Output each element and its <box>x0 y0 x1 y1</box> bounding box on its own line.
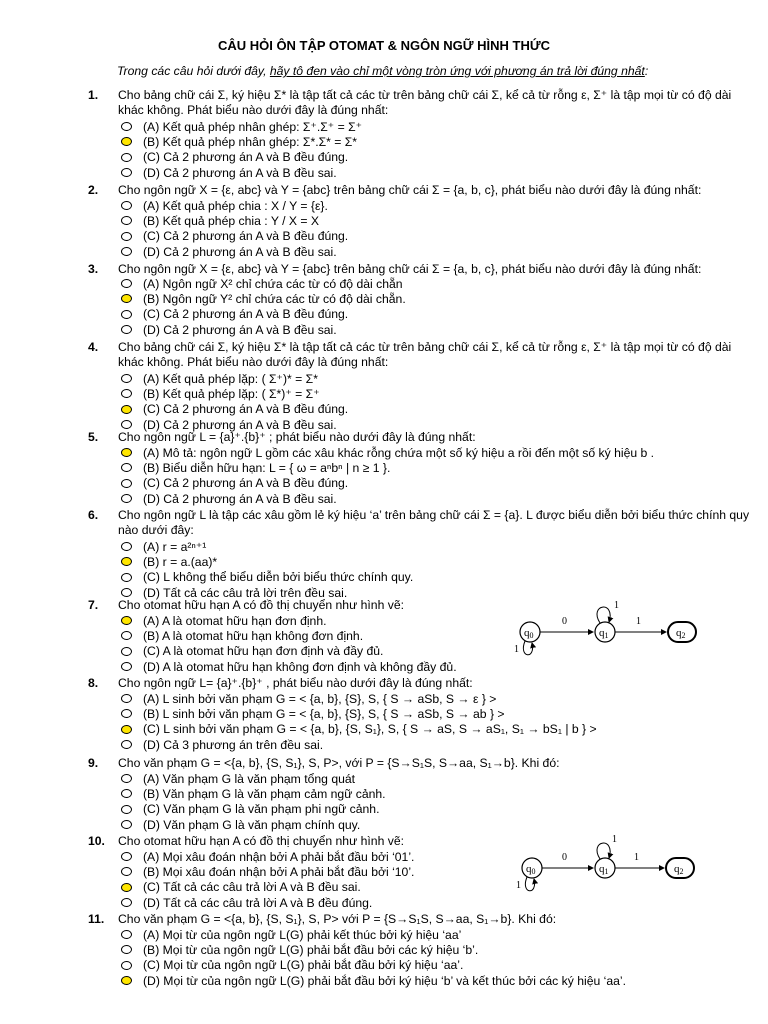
answer-option-label: (C) Cả 2 phương án A và B đều đúng. <box>143 150 349 165</box>
radio-circle-icon[interactable] <box>121 479 132 488</box>
answer-option[interactable] <box>121 943 478 957</box>
loop-q1 <box>597 607 610 623</box>
radio-circle-icon[interactable] <box>121 420 132 429</box>
state-q0-label: q0 <box>526 863 536 876</box>
answer-option[interactable] <box>121 707 505 721</box>
answer-option-label: (B) Biểu diễn hữu hạn: L = { ω = aⁿbⁿ | n ≥ 1 }. <box>143 461 391 476</box>
radio-circle-icon[interactable] <box>121 647 132 656</box>
answer-option-label: (B) Mọi từ của ngôn ngữ L(G) phải bắt đầu bởi các ký hiệu ‘b’. <box>143 943 479 958</box>
answer-option[interactable] <box>121 692 496 706</box>
radio-circle-icon[interactable] <box>121 310 132 319</box>
question-number: 11. <box>88 912 105 926</box>
loop-q0 <box>523 641 532 655</box>
edge-q0-q1-label: 0 <box>562 852 567 863</box>
answer-option[interactable] <box>121 245 337 259</box>
answer-option[interactable] <box>121 307 348 321</box>
answer-option-label: (B) Kết quả phép chia : Y / X = X <box>143 214 320 229</box>
answer-option[interactable] <box>121 446 654 460</box>
answer-option[interactable] <box>121 865 414 879</box>
answer-option-label: (B) Văn phạm G là văn phạm cảm ngữ cảnh. <box>143 787 386 802</box>
answer-option-label: (A) Mọi từ của ngôn ngữ L(G) phải kết thúc bởi ký hiệu ‘aa’ <box>143 928 462 942</box>
answer-option[interactable] <box>121 722 597 736</box>
answer-option-label: (C) Cả 2 phương án A và B đều đúng. <box>143 476 349 491</box>
radio-circle-icon[interactable] <box>121 694 132 703</box>
answer-option[interactable] <box>121 555 217 569</box>
answer-option[interactable] <box>121 277 403 291</box>
answer-option-label: (B) L sinh bởi văn phạm G = < {a, b}, {S}, S, { S → aSb, S → ab } > <box>143 707 505 722</box>
radio-circle-icon[interactable] <box>121 774 132 783</box>
radio-circle-icon[interactable] <box>121 325 132 334</box>
radio-circle-icon[interactable] <box>121 279 132 288</box>
question-text: Cho văn phạm G = <{a, b}, {S, S₁}, S, P> với P = {S→S₁S, S→aa, S₁→b}. Khi đó: <box>118 912 557 926</box>
answer-option[interactable] <box>121 928 461 942</box>
instructions-emphasis: hãy tô đen vào chỉ một vòng tròn ứng với phương án trả lời đúng nhất <box>269 64 645 78</box>
answer-option-label: (D) Cả 3 phương án trên đều sai. <box>143 737 324 752</box>
filled-radio-circle-icon[interactable] <box>121 448 132 457</box>
answer-option-label: (B) r = a.(aa)* <box>143 555 218 570</box>
answer-option[interactable] <box>121 387 320 401</box>
loop-q1-label: 1 <box>614 600 619 611</box>
answer-option-label: (D) Cả 2 phương án A và B đều sai. <box>143 417 337 432</box>
answer-option[interactable] <box>121 150 348 164</box>
edge-q1-q2-label: 1 <box>634 852 639 863</box>
answer-option-label: (B) Kết quả phép nhân ghép: Σ*.Σ* = Σ* <box>143 135 358 150</box>
answer-option-label: (A) Kết quả phép nhân ghép: Σ⁺.Σ⁺ = Σ⁺ <box>143 120 363 134</box>
answer-option-label: (D) Tất cả các câu trả lời trên đều sai. <box>143 585 348 600</box>
question-number: 6. <box>88 508 99 522</box>
answer-option[interactable] <box>121 418 337 432</box>
radio-circle-icon[interactable] <box>121 740 132 749</box>
answer-option[interactable] <box>121 166 337 180</box>
question-text: Cho ngôn ngữ X = {ε, abc} và Y = {abc} trên bảng chữ cái Σ = {a, b, c}, phát biểu nào dưới đây là đúng nhất: <box>118 183 702 197</box>
answer-option[interactable] <box>121 880 361 894</box>
answer-option[interactable] <box>121 135 357 149</box>
answer-option-label: (D) Mọi từ của ngôn ngữ L(G) phải bắt đầu bởi ký hiệu ‘b’ và kết thúc bởi các ký hiệu ‘aa’. <box>143 973 627 988</box>
answer-option-label: (D) Cả 2 phương án A và B đều sai. <box>143 165 337 180</box>
answer-option-label: (C) Văn phạm G là văn phạm phi ngữ cảnh. <box>143 802 380 817</box>
answer-option-label: (C) Cả 2 phương án A và B đều đúng. <box>143 229 349 244</box>
question-text: Cho bảng chữ cái Σ, ký hiệu Σ* là tập tất cả các từ trên bảng chữ cái Σ, kể cả từ rỗng ε, Σ⁺ là tập mọi từ có độ dài khác không. Phát biểu nào dưới đây là đúng nhất: <box>118 88 732 118</box>
radio-circle-icon[interactable] <box>121 153 132 162</box>
answer-option-label: (D) Tất cả các câu trả lời A và B đều đúng. <box>143 895 373 910</box>
radio-circle-icon[interactable] <box>121 898 132 907</box>
loop-q1-label: 1 <box>612 834 617 845</box>
automaton-diagram-q10 <box>494 830 724 900</box>
answer-option[interactable] <box>121 120 362 134</box>
answer-option-label: (A) r = a²ⁿ⁺¹ <box>143 540 207 554</box>
edge-q1-q2-label: 1 <box>636 616 641 627</box>
page-title: CÂU HỎI ÔN TẬP OTOMAT & NGÔN NGỮ HÌNH THỨC <box>217 38 551 53</box>
answer-option-label: (A) Mô tả: ngôn ngữ L gồm các xâu khác rỗng chứa một số ký hiệu a rồi đến một số ký hiệu b . <box>143 446 655 460</box>
loop-q1 <box>597 843 610 859</box>
answer-option[interactable] <box>121 402 348 416</box>
question-text: Cho otomat hữu hạn A có đồ thị chuyển như hình vẽ: <box>118 598 404 612</box>
answer-option[interactable] <box>121 787 386 801</box>
answer-option[interactable] <box>121 586 347 600</box>
question-number: 5. <box>88 430 99 444</box>
answer-option-label: (A) Văn phạm G là văn phạm tổng quát <box>143 772 356 786</box>
answer-option[interactable] <box>121 738 323 752</box>
filled-radio-circle-icon[interactable] <box>121 557 132 566</box>
answer-option-label: (C) A là otomat hữu hạn đơn định và đầy đủ. <box>143 644 384 659</box>
question-number: 8. <box>88 676 99 690</box>
radio-circle-icon[interactable] <box>121 709 132 718</box>
answer-option[interactable] <box>121 974 626 988</box>
filled-radio-circle-icon[interactable] <box>121 725 132 734</box>
answer-option[interactable] <box>121 476 348 490</box>
radio-circle-icon[interactable] <box>121 930 132 939</box>
edge-q0-q1-label: 0 <box>562 616 567 627</box>
answer-option[interactable] <box>121 214 319 228</box>
answer-option-label: (A) Ngôn ngữ X² chỉ chứa các từ có độ dài chẵn <box>143 277 403 291</box>
answer-option[interactable] <box>121 292 406 306</box>
state-q2-label: q2 <box>674 863 684 876</box>
question-text: Cho otomat hữu hạn A có đồ thị chuyển như hình vẽ: <box>118 834 404 848</box>
answer-option-label: (C) L không thể biểu diễn bởi biểu thức chính quy. <box>143 570 414 585</box>
radio-circle-icon[interactable] <box>121 247 132 256</box>
loop-q0 <box>525 877 534 891</box>
radio-circle-icon[interactable] <box>121 820 132 829</box>
answer-option-label: (C) Tất cả các câu trả lời A và B đều sai. <box>143 880 361 895</box>
answer-option[interactable] <box>121 323 337 337</box>
answer-option[interactable] <box>121 958 463 972</box>
answer-option-label: (A) A là otomat hữu hạn đơn định. <box>143 614 327 628</box>
radio-circle-icon[interactable] <box>121 216 132 225</box>
filled-radio-circle-icon[interactable] <box>121 405 132 414</box>
answer-option[interactable] <box>121 229 348 243</box>
answer-option-label: (D) Cả 2 phương án A và B đều sai. <box>143 322 337 337</box>
state-q2-label: q2 <box>676 627 686 640</box>
radio-circle-icon[interactable] <box>121 168 132 177</box>
answer-option-label: (B) Mọi xâu đoán nhận bởi A phải bắt đầu bởi ‘10’. <box>143 865 415 880</box>
question-text: Cho bảng chữ cái Σ, ký hiệu Σ* là tập tất cả các từ trên bảng chữ cái Σ, kể cả từ rỗng ε, Σ⁺ là tập mọi từ có độ dài khác không. Phát biểu nào dưới đây là đúng nhất: <box>118 340 732 370</box>
radio-circle-icon[interactable] <box>121 631 132 640</box>
filled-radio-circle-icon[interactable] <box>121 294 132 303</box>
radio-circle-icon[interactable] <box>121 662 132 671</box>
state-q0-label: q0 <box>524 627 534 640</box>
answer-option[interactable] <box>121 570 413 584</box>
radio-circle-icon[interactable] <box>121 573 132 582</box>
answer-option-label: (C) L sinh bởi văn phạm G = < {a, b}, {S, S₁}, S, { S → aS, S → aS₁, S₁ → bS₁ | b } > <box>143 722 597 737</box>
filled-radio-circle-icon[interactable] <box>121 976 132 985</box>
filled-radio-circle-icon[interactable] <box>121 616 132 625</box>
answer-option-label: (D) A là otomat hữu hạn không đơn định và không đầy đủ. <box>143 659 457 674</box>
radio-circle-icon[interactable] <box>121 588 132 597</box>
answer-option[interactable] <box>121 644 383 658</box>
answer-option[interactable] <box>121 818 360 832</box>
answer-option[interactable] <box>121 492 337 506</box>
loop-q0-label: 1 <box>516 880 521 891</box>
question-number: 9. <box>88 756 99 770</box>
radio-circle-icon[interactable] <box>121 852 132 861</box>
state-q1-label: q1 <box>599 627 609 640</box>
question-number: 3. <box>88 262 99 276</box>
instructions-lead: Trong các câu hỏi dưới đây, <box>117 64 270 78</box>
answer-option[interactable] <box>121 461 390 475</box>
loop-q0-label: 1 <box>514 644 519 655</box>
question-text: Cho văn phạm G = <{a, b}, {S, S₁}, S, P>, với P = {S→S₁S, S→aa, S₁→b}. Khi đó: <box>118 756 560 770</box>
answer-option[interactable] <box>121 614 327 628</box>
radio-circle-icon[interactable] <box>121 389 132 398</box>
answer-option-label: (A) Kết quả phép lặp: ( Σ⁺)* = Σ* <box>143 372 318 386</box>
answer-option[interactable] <box>121 896 372 910</box>
answer-option-label: (A) L sinh bởi văn phạm G = < {a, b}, {S}, S, { S → aSb, S → ε } > <box>143 692 497 706</box>
instructions <box>117 64 648 78</box>
radio-circle-icon[interactable] <box>121 945 132 954</box>
filled-radio-circle-icon[interactable] <box>121 137 132 146</box>
radio-circle-icon[interactable] <box>121 542 132 551</box>
answer-option-label: (C) Mọi từ của ngôn ngữ L(G) phải bắt đầu bởi ký hiệu ‘aa’. <box>143 958 464 973</box>
radio-circle-icon[interactable] <box>121 122 132 131</box>
answer-option-label: (B) A là otomat hữu hạn không đơn định. <box>143 629 364 644</box>
question-number: 4. <box>88 340 99 354</box>
answer-option-label: (C) Cả 2 phương án A và B đều đúng. <box>143 307 349 322</box>
state-q1-label: q1 <box>599 863 609 876</box>
answer-option-label: (D) Cả 2 phương án A và B đều sai. <box>143 244 337 259</box>
radio-circle-icon[interactable] <box>121 463 132 472</box>
answer-option[interactable] <box>121 660 457 674</box>
answer-option-label: (C) Cả 2 phương án A và B đều đúng. <box>143 402 349 417</box>
answer-option-label: (D) Văn phạm G là văn phạm chính quy. <box>143 817 361 832</box>
radio-circle-icon[interactable] <box>121 789 132 798</box>
radio-circle-icon[interactable] <box>121 494 132 503</box>
question-number: 2. <box>88 183 99 197</box>
question-text: Cho ngôn ngữ L= {a}⁺.{b}⁺ , phát biểu nào dưới đây là đúng nhất: <box>118 676 473 690</box>
answer-option[interactable] <box>121 540 206 554</box>
answer-option[interactable] <box>121 772 355 786</box>
answer-option-label: (A) Mọi xâu đoán nhận bởi A phải bắt đầu bởi ‘01’. <box>143 850 415 864</box>
instructions-colon: : <box>644 64 649 78</box>
answer-option[interactable] <box>121 802 379 816</box>
answer-option[interactable] <box>121 372 318 386</box>
answer-option[interactable] <box>121 629 363 643</box>
question-number: 1. <box>88 88 99 102</box>
radio-circle-icon[interactable] <box>121 961 132 970</box>
answer-option-label: (B) Kết quả phép lặp: ( Σ*)⁺ = Σ⁺ <box>143 387 320 402</box>
question-text: Cho ngôn ngữ L là tập các xâu gồm lẻ ký hiệu ‘a’ trên bảng chữ cái Σ = {a}. L được biểu diễn bởi biểu thức chính quy nào dưới đây: <box>118 508 750 538</box>
answer-option-label: (D) Cả 2 phương án A và B đều sai. <box>143 491 337 506</box>
answer-option[interactable] <box>121 850 414 864</box>
answer-option[interactable] <box>121 199 328 213</box>
question-text: Cho ngôn ngữ X = {ε, abc} và Y = {abc} trên bảng chữ cái Σ = {a, b, c}, phát biểu nào dưới đây là đúng nhất: <box>118 262 702 276</box>
question-text: Cho ngôn ngữ L = {a}⁺.{b}⁺ ; phát biểu nào dưới đây là đúng nhất: <box>118 430 476 444</box>
radio-circle-icon[interactable] <box>121 201 132 210</box>
automaton-diagram-q7 <box>492 596 722 666</box>
filled-radio-circle-icon[interactable] <box>121 883 132 892</box>
question-number: 7. <box>88 598 99 612</box>
answer-option-label: (B) Ngôn ngữ Y² chỉ chứa các từ có độ dài chẵn. <box>143 292 406 307</box>
answer-option-label: (A) Kết quả phép chia : X / Y = {ε}. <box>143 199 328 213</box>
radio-circle-icon[interactable] <box>121 374 132 383</box>
question-number: 10. <box>88 834 105 848</box>
radio-circle-icon[interactable] <box>121 805 132 814</box>
radio-circle-icon[interactable] <box>121 867 132 876</box>
radio-circle-icon[interactable] <box>121 232 132 241</box>
